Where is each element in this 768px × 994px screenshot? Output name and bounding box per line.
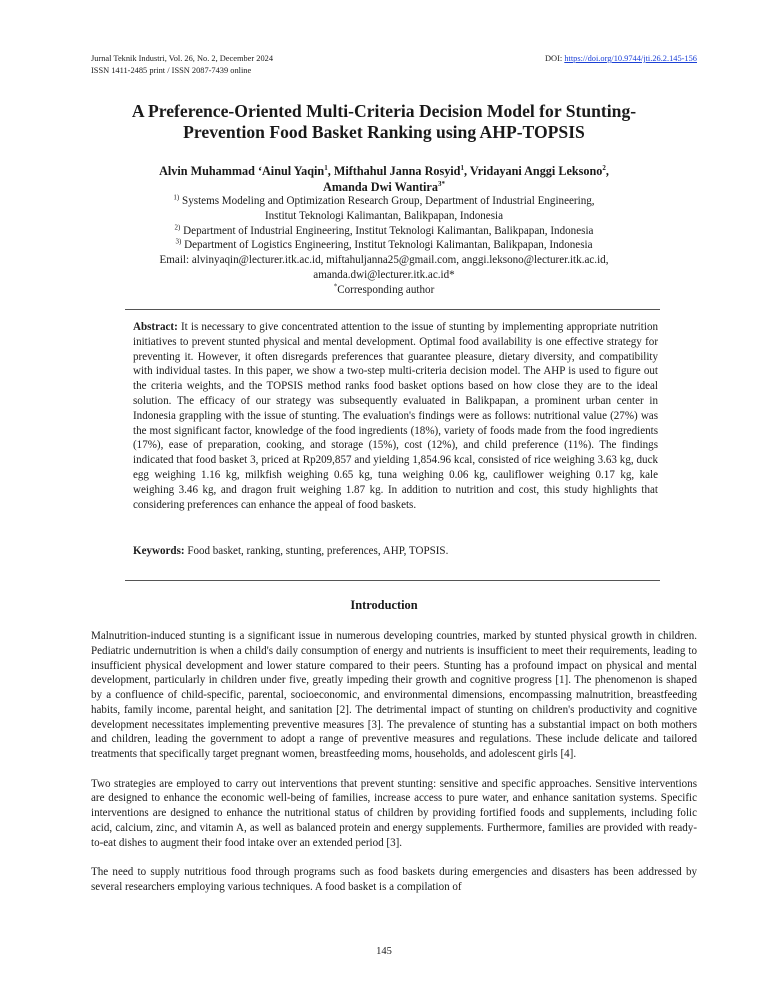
- title-line-1: A Preference-Oriented Multi-Criteria Decision Model for Stunting-: [131, 101, 637, 121]
- affiliations: [60, 194, 708, 298]
- affiliation-1-marker: 1): [173, 193, 180, 202]
- affiliation-3-text: Department of Logistics Engineering, Institut Teknologi Kalimantan, Balikpapan, Indonesia: [184, 239, 593, 252]
- corresponding-marker: *: [333, 282, 338, 291]
- author-1: Alvin Muhammad ‘Ainul Yaqin: [159, 164, 325, 178]
- journal-issn: ISSN 1411-2485 print / ISSN 2087-7439 online: [91, 66, 252, 75]
- affiliation-2-marker: 2): [174, 222, 181, 231]
- abstract: [133, 320, 658, 512]
- affiliation-2: [60, 224, 708, 239]
- affiliation-1-cont: Institut Teknologi Kalimantan, Balikpapan, Indonesia: [264, 209, 504, 222]
- affiliation-1: [60, 194, 708, 209]
- doi-label: DOI:: [545, 54, 565, 63]
- abstract-label: Abstract:: [133, 321, 178, 333]
- section-heading-introduction: Introduction: [350, 598, 418, 612]
- corresponding-text: Corresponding author: [337, 283, 435, 296]
- corresponding-author: [60, 283, 708, 298]
- author-1-affil: 1: [324, 163, 328, 172]
- title-line-2: Prevention Food Basket Ranking using AHP-TOPSIS: [183, 122, 585, 142]
- affiliation-3: [60, 238, 708, 253]
- journal-info: [91, 53, 273, 77]
- author-3-affil: 2: [602, 163, 606, 172]
- keywords-label: Keywords:: [133, 545, 185, 557]
- affiliation-3-marker: 3): [175, 237, 182, 246]
- keywords-text: Food basket, ranking, stunting, preferences, AHP, TOPSIS.: [187, 545, 449, 557]
- doi: [545, 53, 697, 65]
- email-line-2: amanda.dwi@lecturer.itk.ac.id*: [313, 268, 455, 281]
- doi-link[interactable]: https://doi.org/10.9744/jti.26.2.145-156: [564, 54, 697, 63]
- author-4: Amanda Dwi Wantira: [323, 180, 438, 194]
- introduction-body: [91, 629, 697, 909]
- page-number: 145: [376, 946, 392, 957]
- journal-citation: Jurnal Teknik Industri, Vol. 26, No. 2, December 2024: [91, 54, 274, 63]
- author-2: Mifthahul Janna Rosyid: [333, 164, 461, 178]
- abstract-text: It is necessary to give concentrated attention to the issue of stunting by implementing appropriate nutrition initiatives to prevent stunted physical and mental development. Optimal food availability is one effective strategy for preventing it. However, it often disregards preferences that guarantee pleasure, dietary diversity, and compatibility with individual tastes. In this paper, we show a two-step multi-criteria decision model. The AHP is used to figure out the criteria weights, and the TOPSIS method ranks food basket options based on how close they are to the ideal solution. The efficacy of our strategy was subsequently evaluated in Balikpapan, a prominent urban center in Indonesia grappling with the issue of stunting. The evaluation's findings were as follows: nutritional value (27%) was the most significant factor, knowledge of the food ingredients (18%), variety of foods made from the food ingredients (17%), ease of preparation, cooking, and storage (15%), cost (12%), and child preference (11%). The findings indicated that food basket 3, priced at Rp209,857 and yielding 1,854.96 kcal, consisted of rice weighing 3.63 kg, duck egg weighing 1.16 kg, milkfish weighing 0.65 kg, tuna weighing 0.06 kg, cauliflower weighing 0.17 kg, kale weighing 3.46 kg, and dragon fruit weighing 1.87 kg. In addition to nutrition and cost, this study highlights that considering preferences can enhance the appeal of food baskets.: [133, 321, 658, 511]
- author-list: Alvin Muhammad ‘Ainul Yaqin$^1$, Mifthahul Janna Rosyid$^1$, Vridayani Anggi Leksono$^2$, Amanda Dwi Wantira$^{3*}$: [159, 163, 609, 194]
- email-line-1: Email: alvinyaqin@lecturer.itk.ac.id, miftahuljanna25@gmail.com, anggi.leksono@lecturer.itk.ac.id,: [159, 254, 609, 267]
- abstract-bottom-rule: [125, 580, 660, 581]
- paper-title: [60, 101, 708, 143]
- author-2-affil: 1: [460, 163, 464, 172]
- paragraph: Two strategies are employed to carry out interventions that prevent stunting: sensitive and specific approaches. Sensitive interventions are designed to enhance the economic well-being of families, increase access to pure water, and enhance sanitation systems. Specific interventions are designed to enhance the nutritional status of children by providing fortified foods and supplements, including folic acid, calcium, zinc, and vitamin A, as well as balanced protein and energy supplements. Furthermore, families are provided with ready-to-eat dishes to augment their food intake over an extended period [3].: [91, 777, 697, 849]
- affiliation-1-text: Systems Modeling and Optimization Research Group, Department of Industrial Engineering,: [182, 195, 595, 207]
- abstract-top-rule: [125, 309, 660, 310]
- author-3: Vridayani Anggi Leksono: [469, 164, 603, 178]
- author-4-affil: 3*: [437, 179, 445, 188]
- paragraph: The need to supply nutritious food through programs such as food baskets during emergencies and disasters has been addressed by several researchers employing various techniques. A food basket is a compilation of: [91, 866, 697, 893]
- paragraph: Malnutrition-induced stunting is a significant issue in numerous developing countries, marked by stunted physical growth in children. Pediatric undernutrition is when a child's daily consumption of energy and nutrients is insufficient to meet their requirements, leading to insufficient physical development and lower stature compared to their peers. Stunting has a profound impact on physical and mental development, particularly in children under five, greatly impeding their growth and cognitive progress [1]. The phenomenon is shaped by a confluence of child-specific, parental, socioeconomic, and environmental dimensions, encompassing malnutrition, breastfeeding habits, family income, parental height, and sanitation [2]. The detrimental impact of stunting on children's productivity and cognitive development necessitates implementing preventive measures [3]. The prevalence of stunting has a substantial impact on both mothers and children, leading the government to adopt a range of preventive measures and regulations. These include delicate and tailored treatments that specifically target pregnant women, breastfeeding moms, households, and adolescent girls [4].: [91, 630, 697, 760]
- affiliation-2-text: Department of Industrial Engineering, Institut Teknologi Kalimantan, Balikpapan, Indonesia: [183, 224, 594, 237]
- keywords: [133, 544, 658, 559]
